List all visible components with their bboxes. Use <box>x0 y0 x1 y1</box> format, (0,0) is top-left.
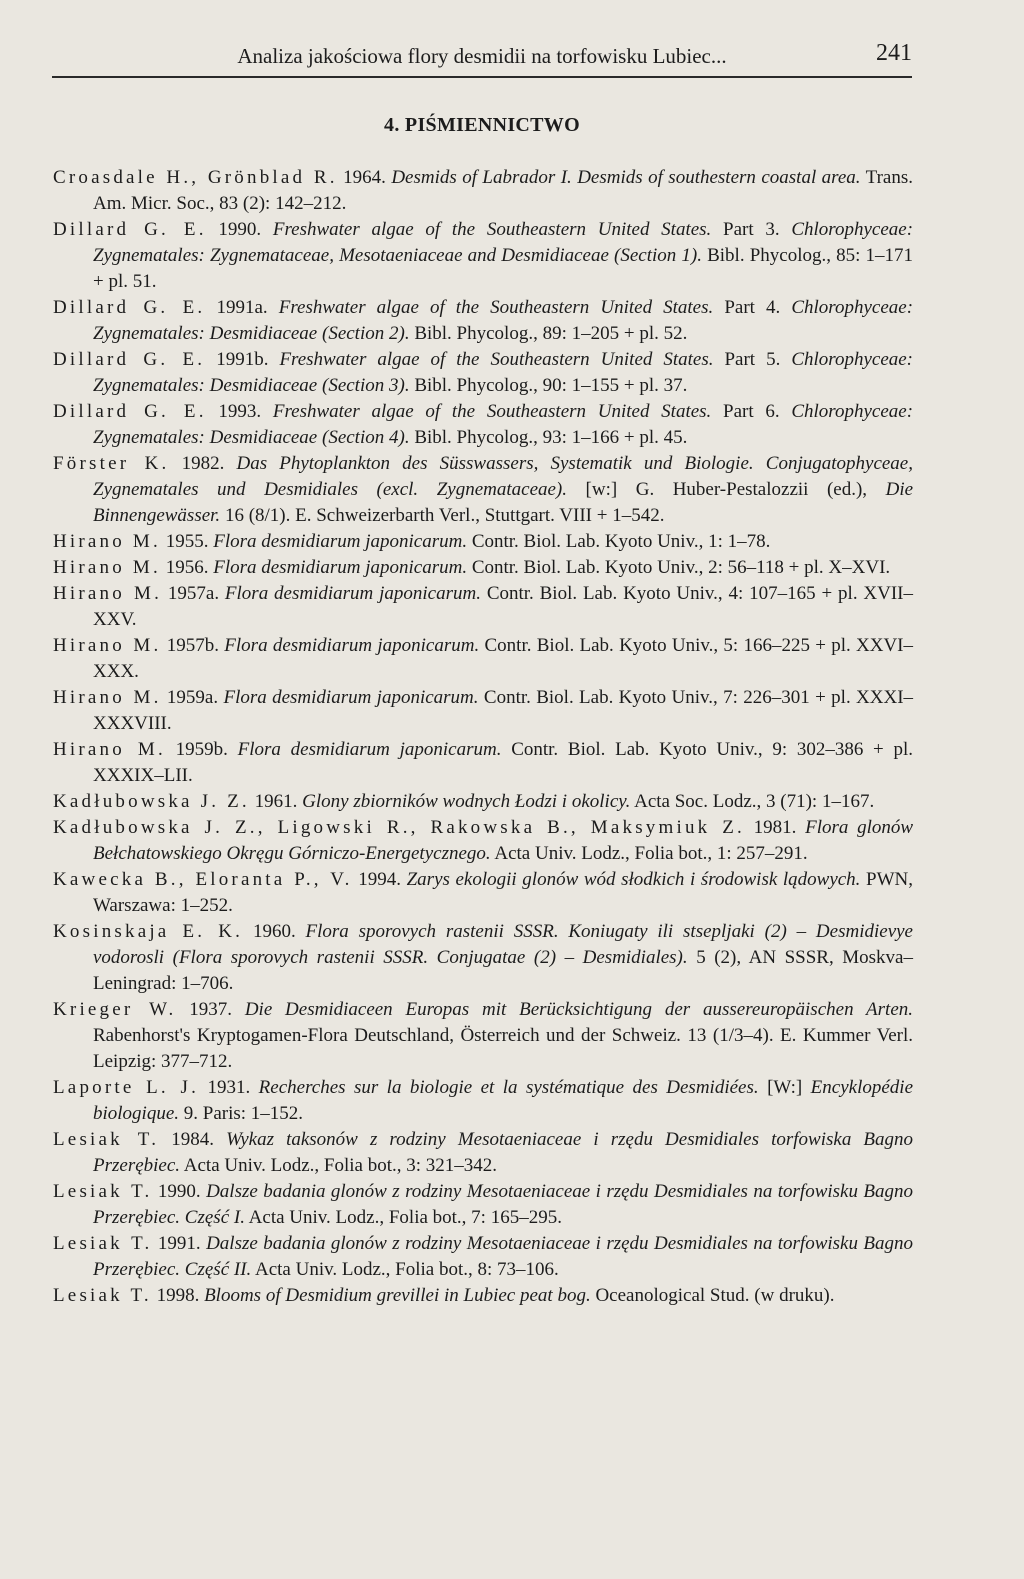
reference-author: Lesiak T. <box>53 1285 152 1306</box>
reference-part: [w:] G. Huber-Pestalozzii (ed.), <box>585 479 868 500</box>
reference-source: Contr. Biol. Lab. Kyoto Univ., 5: 166–225 + pl. XXVI–XXX. <box>93 635 914 682</box>
reference-title: Flora desmidiarum japonicarum. <box>223 687 479 708</box>
reference-year: 1931. <box>207 1077 251 1098</box>
reference-year: 1964. <box>343 167 386 188</box>
reference-source: Bibl. Phycolog., 85: 1–171 + pl. 51. <box>93 245 914 292</box>
reference-year: 1956. <box>165 557 209 578</box>
reference-author: Hirano M. <box>53 739 166 760</box>
reference-subtitle: Chlorophyceae: Zygnematales: Desmidiaceae (Section 4). <box>93 401 914 448</box>
reference-title: Flora desmidiarum japonicarum. <box>213 557 468 578</box>
reference-source: Contr. Biol. Lab. Kyoto Univ., 4: 107–165 + pl. XVII–XXV. <box>93 583 914 630</box>
reference-year: 1961. <box>254 791 298 812</box>
reference-author: Hirano M. <box>53 635 162 656</box>
reference-title: Flora desmidiarum japonicarum. <box>224 635 480 656</box>
reference-source: Rabenhorst's Kryptogamen-Flora Deutschland, Österreich und der Schweiz. 13 (1/3–4). E. Kummer Verl. Leipzig: 377–712. <box>93 1025 913 1072</box>
reference-author: Kadłubowska J. Z., Ligowski R., Rakowska B., Maksymiuk Z. <box>53 817 745 838</box>
reference-subtitle: Chlorophyceae: Zygnematales: Zygnemataceae, Mesotaeniaceae and Desmidiaceae (Section 1). <box>93 219 914 266</box>
reference-year: 1991b. <box>216 349 269 370</box>
reference-title: Glony zbiorników wodnych Łodzi i okolicy. <box>302 791 631 812</box>
reference-year: 1937. <box>189 999 232 1020</box>
reference-part: Part 5. <box>724 349 781 370</box>
reference-author: Kawecka B., Eloranta P., V. <box>53 869 353 890</box>
reference-author: Dillard G. E. <box>53 219 207 240</box>
reference-entry <box>53 737 913 789</box>
reference-source: Acta Soc. Lodz., 3 (71): 1–167. <box>634 791 875 812</box>
reference-entry <box>53 347 913 399</box>
reference-author: Krieger W. <box>53 999 177 1020</box>
reference-author: Kosinskaja E. K. <box>53 921 244 942</box>
reference-source: 16 (8/1). E. Schweizerbarth Verl., Stuttgart. VIII + 1–542. <box>224 505 665 526</box>
reference-author: Dillard G. E. <box>53 297 206 318</box>
reference-entry <box>53 919 913 997</box>
reference-author: Dillard G. E. <box>53 349 206 370</box>
page-header <box>52 40 912 78</box>
reference-entry <box>53 555 913 581</box>
running-title: Analiza jakościowa flory desmidii na torfowisku Lubiec... <box>237 44 727 68</box>
reference-entry <box>53 633 913 685</box>
reference-entry <box>53 789 913 815</box>
reference-author: Croasdale H., Grönblad R. <box>53 167 338 188</box>
reference-title: Freshwater algae of the Southeastern United States. <box>272 219 712 240</box>
reference-author: Lesiak T. <box>53 1129 160 1150</box>
reference-source: Acta Univ. Lodz., Folia bot., 7: 165–295. <box>248 1207 562 1228</box>
reference-subtitle: Encyklopédie biologique. <box>93 1077 914 1124</box>
reference-author: Lesiak T. <box>53 1181 153 1202</box>
reference-source: Acta Univ. Lodz., Folia bot., 8: 73–106. <box>254 1259 559 1280</box>
reference-source: Trans. Am. Micr. Soc., 83 (2): 142–212. <box>93 167 913 214</box>
page-number: 241 <box>876 40 912 66</box>
reference-title: Die Desmidiaceen Europas mit Berücksichtigung der aussereuropäischen Arten. <box>244 999 913 1020</box>
reference-source: Oceanological Stud. (w druku). <box>595 1285 835 1306</box>
reference-year: 1991. <box>157 1233 201 1254</box>
reference-source: Contr. Biol. Lab. Kyoto Univ., 2: 56–118 + pl. X–XVI. <box>471 557 891 578</box>
reference-year: 1993. <box>218 401 262 422</box>
reference-subtitle: Chlorophyceae: Zygnematales: Desmidiaceae (Section 3). <box>93 349 914 396</box>
reference-entry <box>53 399 913 451</box>
reference-author: Laporte L. J. <box>53 1077 200 1098</box>
reference-title: Freshwater algae of the Southeastern United States. <box>278 297 714 318</box>
reference-year: 1982. <box>181 453 225 474</box>
reference-entry <box>53 867 913 919</box>
reference-entry <box>53 529 913 555</box>
reference-year: 1998. <box>156 1285 200 1306</box>
reference-title: Freshwater algae of the Southeastern United States. <box>272 401 712 422</box>
reference-year: 1959a. <box>166 687 219 708</box>
reference-source: Contr. Biol. Lab. Kyoto Univ., 7: 226–301 + pl. XXXI–XXXVIII. <box>93 687 914 734</box>
reference-author: Hirano M. <box>53 531 161 552</box>
reference-title: Blooms of Desmidium grevillei in Lubiec peat bog. <box>204 1285 591 1306</box>
reference-author: Hirano M. <box>53 687 162 708</box>
reference-part: [W:] <box>767 1077 803 1098</box>
reference-title: Freshwater algae of the Southeastern United States. <box>279 349 714 370</box>
reference-author: Förster K. <box>53 453 170 474</box>
reference-source: Bibl. Phycolog., 90: 1–155 + pl. 37. <box>414 375 688 396</box>
reference-entry <box>53 165 913 217</box>
reference-source: Bibl. Phycolog., 93: 1–166 + pl. 45. <box>414 427 688 448</box>
reference-source: 5 (2), AN SSSR, Moskva–Leningrad: 1–706. <box>93 947 913 994</box>
reference-year: 1957b. <box>166 635 220 656</box>
reference-entry <box>53 1075 913 1127</box>
reference-year: 1984. <box>171 1129 215 1150</box>
reference-author: Dillard G. E. <box>53 401 207 422</box>
reference-entry <box>53 815 913 867</box>
reference-list <box>53 165 913 1309</box>
reference-part: Part 6. <box>723 401 780 422</box>
reference-entry <box>53 997 913 1075</box>
reference-year: 1959b. <box>175 739 228 760</box>
reference-subtitle: Die Binnengewässer. <box>93 479 914 526</box>
reference-entry <box>53 217 913 295</box>
reference-title: Flora glonów Bełchatowskiego Okręgu Górniczo-Energetycznego. <box>93 817 914 864</box>
reference-author: Hirano M. <box>53 583 163 604</box>
reference-title: Das Phytoplankton des Süsswassers, Systematik und Biologie. Conjugatophyceae, Zygnematales und Desmidiales (excl. Zygnemataceae). <box>93 453 913 500</box>
reference-year: 1991a. <box>216 297 268 318</box>
reference-entry <box>53 685 913 737</box>
reference-title: Dalsze badania glonów z rodziny Mesotaeniaceae i rzędu Desmidiales na torfowisku Bagno Przerębiec. Część I. <box>93 1181 913 1228</box>
reference-author: Hirano M. <box>53 557 161 578</box>
reference-year: 1981. <box>753 817 797 838</box>
reference-year: 1990. <box>157 1181 201 1202</box>
reference-title: Dalsze badania glonów z rodziny Mesotaeniaceae i rzędu Desmidiales na torfowisku Bagno Przerębiec. Część II. <box>93 1233 913 1280</box>
reference-entry <box>53 451 913 529</box>
reference-entry <box>53 295 913 347</box>
reference-source: Bibl. Phycolog., 89: 1–205 + pl. 52. <box>414 323 688 344</box>
reference-author: Kadłubowska J. Z. <box>53 791 250 812</box>
reference-title: Desmids of Labrador I. Desmids of southestern coastal area. <box>391 167 861 188</box>
reference-title: Flora desmidiarum japonicarum. <box>213 531 468 552</box>
reference-source: Contr. Biol. Lab. Kyoto Univ., 1: 1–78. <box>471 531 771 552</box>
reference-source: Contr. Biol. Lab. Kyoto Univ., 9: 302–386 + pl. XXXIX–LII. <box>93 739 914 786</box>
reference-entry <box>53 1231 913 1283</box>
reference-part: Part 4. <box>724 297 781 318</box>
reference-source: 9. Paris: 1–152. <box>183 1103 304 1124</box>
reference-year: 1990. <box>218 219 262 240</box>
reference-source: Acta Univ. Lodz., Folia bot., 3: 321–342. <box>183 1155 498 1176</box>
reference-author: Lesiak T. <box>53 1233 153 1254</box>
reference-title: Zarys ekologii glonów wód słodkich i środowisk lądowych. <box>406 869 861 890</box>
reference-entry <box>53 1283 913 1309</box>
reference-year: 1955. <box>165 531 209 552</box>
reference-title: Flora sporovych rastenii SSSR. Koniugaty ili stsepljaki (2) – Desmidievye vodorosli (Flora sporovych rastenii SSSR. Conjugatae (2) – Desmidiales). <box>93 921 913 968</box>
reference-source: PWN, Warszawa: 1–252. <box>93 869 914 916</box>
section-title: 4. PIŚMIENNICTWO <box>384 114 580 136</box>
reference-subtitle: Chlorophyceae: Zygnematales: Desmidiaceae (Section 2). <box>93 297 914 344</box>
reference-year: 1960. <box>252 921 296 942</box>
reference-year: 1957a. <box>167 583 220 604</box>
reference-title: Flora desmidiarum japonicarum. <box>237 739 502 760</box>
reference-entry <box>53 1127 913 1179</box>
reference-entry <box>53 581 913 633</box>
reference-entry <box>53 1179 913 1231</box>
reference-source: Acta Univ. Lodz., Folia bot., 1: 257–291. <box>494 843 808 864</box>
reference-title: Recherches sur la biologie et la systématique des Desmidiées. <box>258 1077 759 1098</box>
reference-year: 1994. <box>358 869 401 890</box>
reference-part: Part 3. <box>723 219 780 240</box>
reference-title: Wykaz taksonów z rodziny Mesotaeniaceae i rzędu Desmidiales torfowiska Bagno Przerębiec. <box>93 1129 914 1176</box>
reference-title: Flora desmidiarum japonicarum. <box>224 583 481 604</box>
